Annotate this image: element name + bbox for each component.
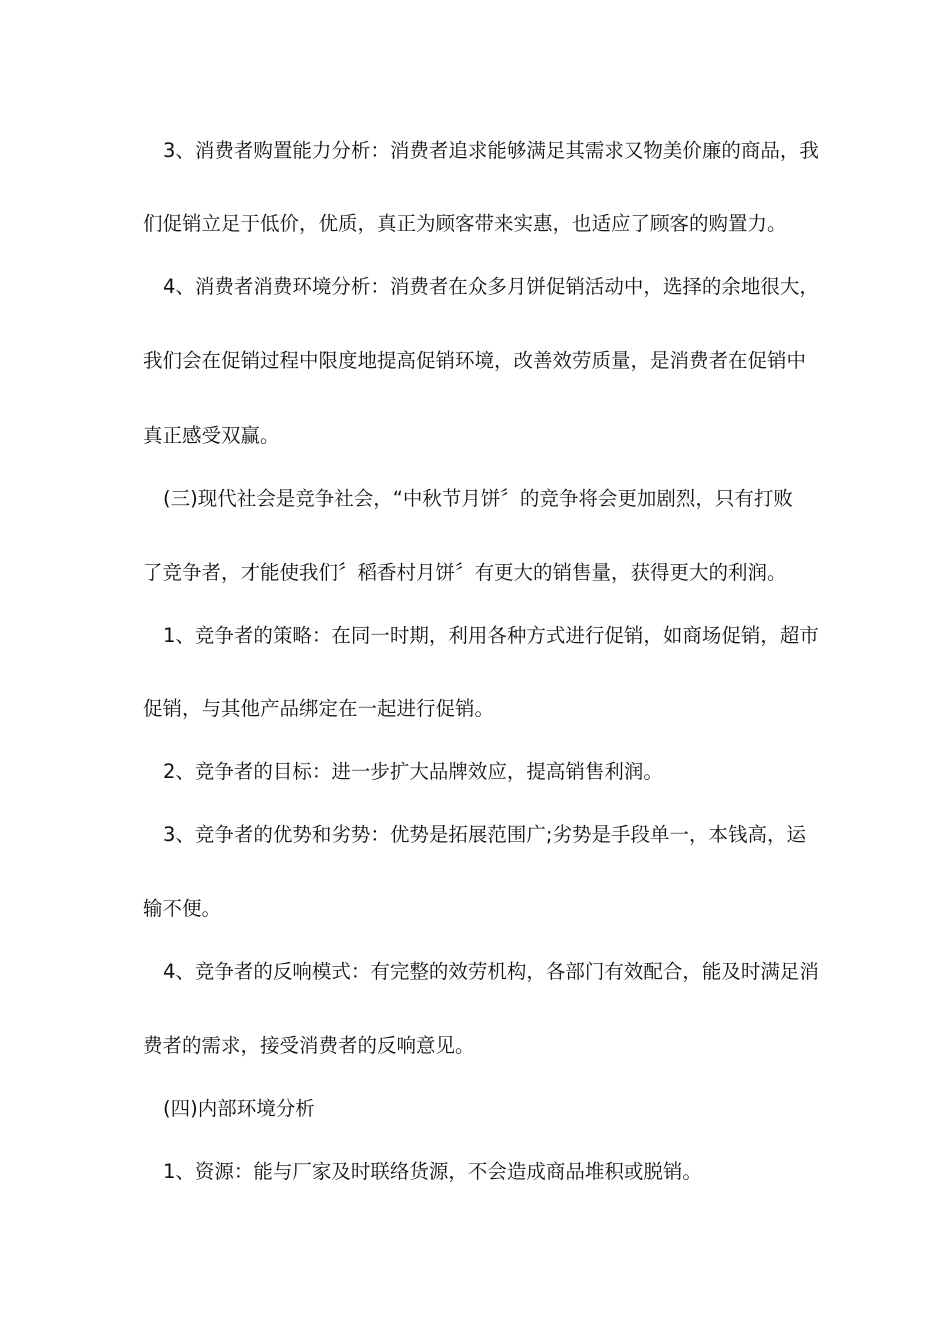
paragraph-line: 真正感受双赢。: [143, 424, 280, 447]
paragraph-line: 我们会在促销过程中限度地提高促销环境，改善效劳质量，是消费者在促销中: [143, 349, 807, 372]
paragraph-line: 3、消费者购置能力分析：消费者追求能够满足其需求又物美价廉的商品，我: [163, 139, 819, 162]
paragraph-line: 2、竞争者的目标：进一步扩大品牌效应，提高销售利润。: [163, 760, 663, 783]
paragraph-line: 费者的需求，接受消费者的反响意见。: [143, 1034, 475, 1057]
paragraph-line: 3、竞争者的优势和劣势：优势是拓展范围广;劣势是手段单一，本钱高，运: [163, 823, 806, 846]
paragraph-line: 促销，与其他产品绑定在一起进行促销。: [143, 697, 495, 720]
paragraph-line: 1、竞争者的策略：在同一时期，利用各种方式进行促销，如商场促销，超市: [163, 624, 819, 647]
paragraph-line: 了竞争者，才能使我们〞稻香村月饼〞有更大的销售量，获得更大的利润。: [143, 561, 787, 584]
section-heading-line: (四)内部环境分析: [163, 1097, 315, 1120]
paragraph-line: 输不便。: [143, 897, 222, 920]
paragraph-line: 4、消费者消费环境分析：消费者在众多月饼促销活动中，选择的余地很大，: [163, 275, 819, 298]
section-heading-line: (三)现代社会是竞争社会，“中秋节月饼〞的竞争将会更加剧烈，只有打败: [163, 487, 793, 510]
paragraph-line: 1、资源：能与厂家及时联络货源，不会造成商品堆积或脱销。: [163, 1160, 702, 1183]
paragraph-line: 4、竞争者的反响模式：有完整的效劳机构，各部门有效配合，能及时满足消: [163, 960, 819, 983]
paragraph-line: 们促销立足于低价，优质，真正为顾客带来实惠，也适应了顾客的购置力。: [143, 212, 787, 235]
